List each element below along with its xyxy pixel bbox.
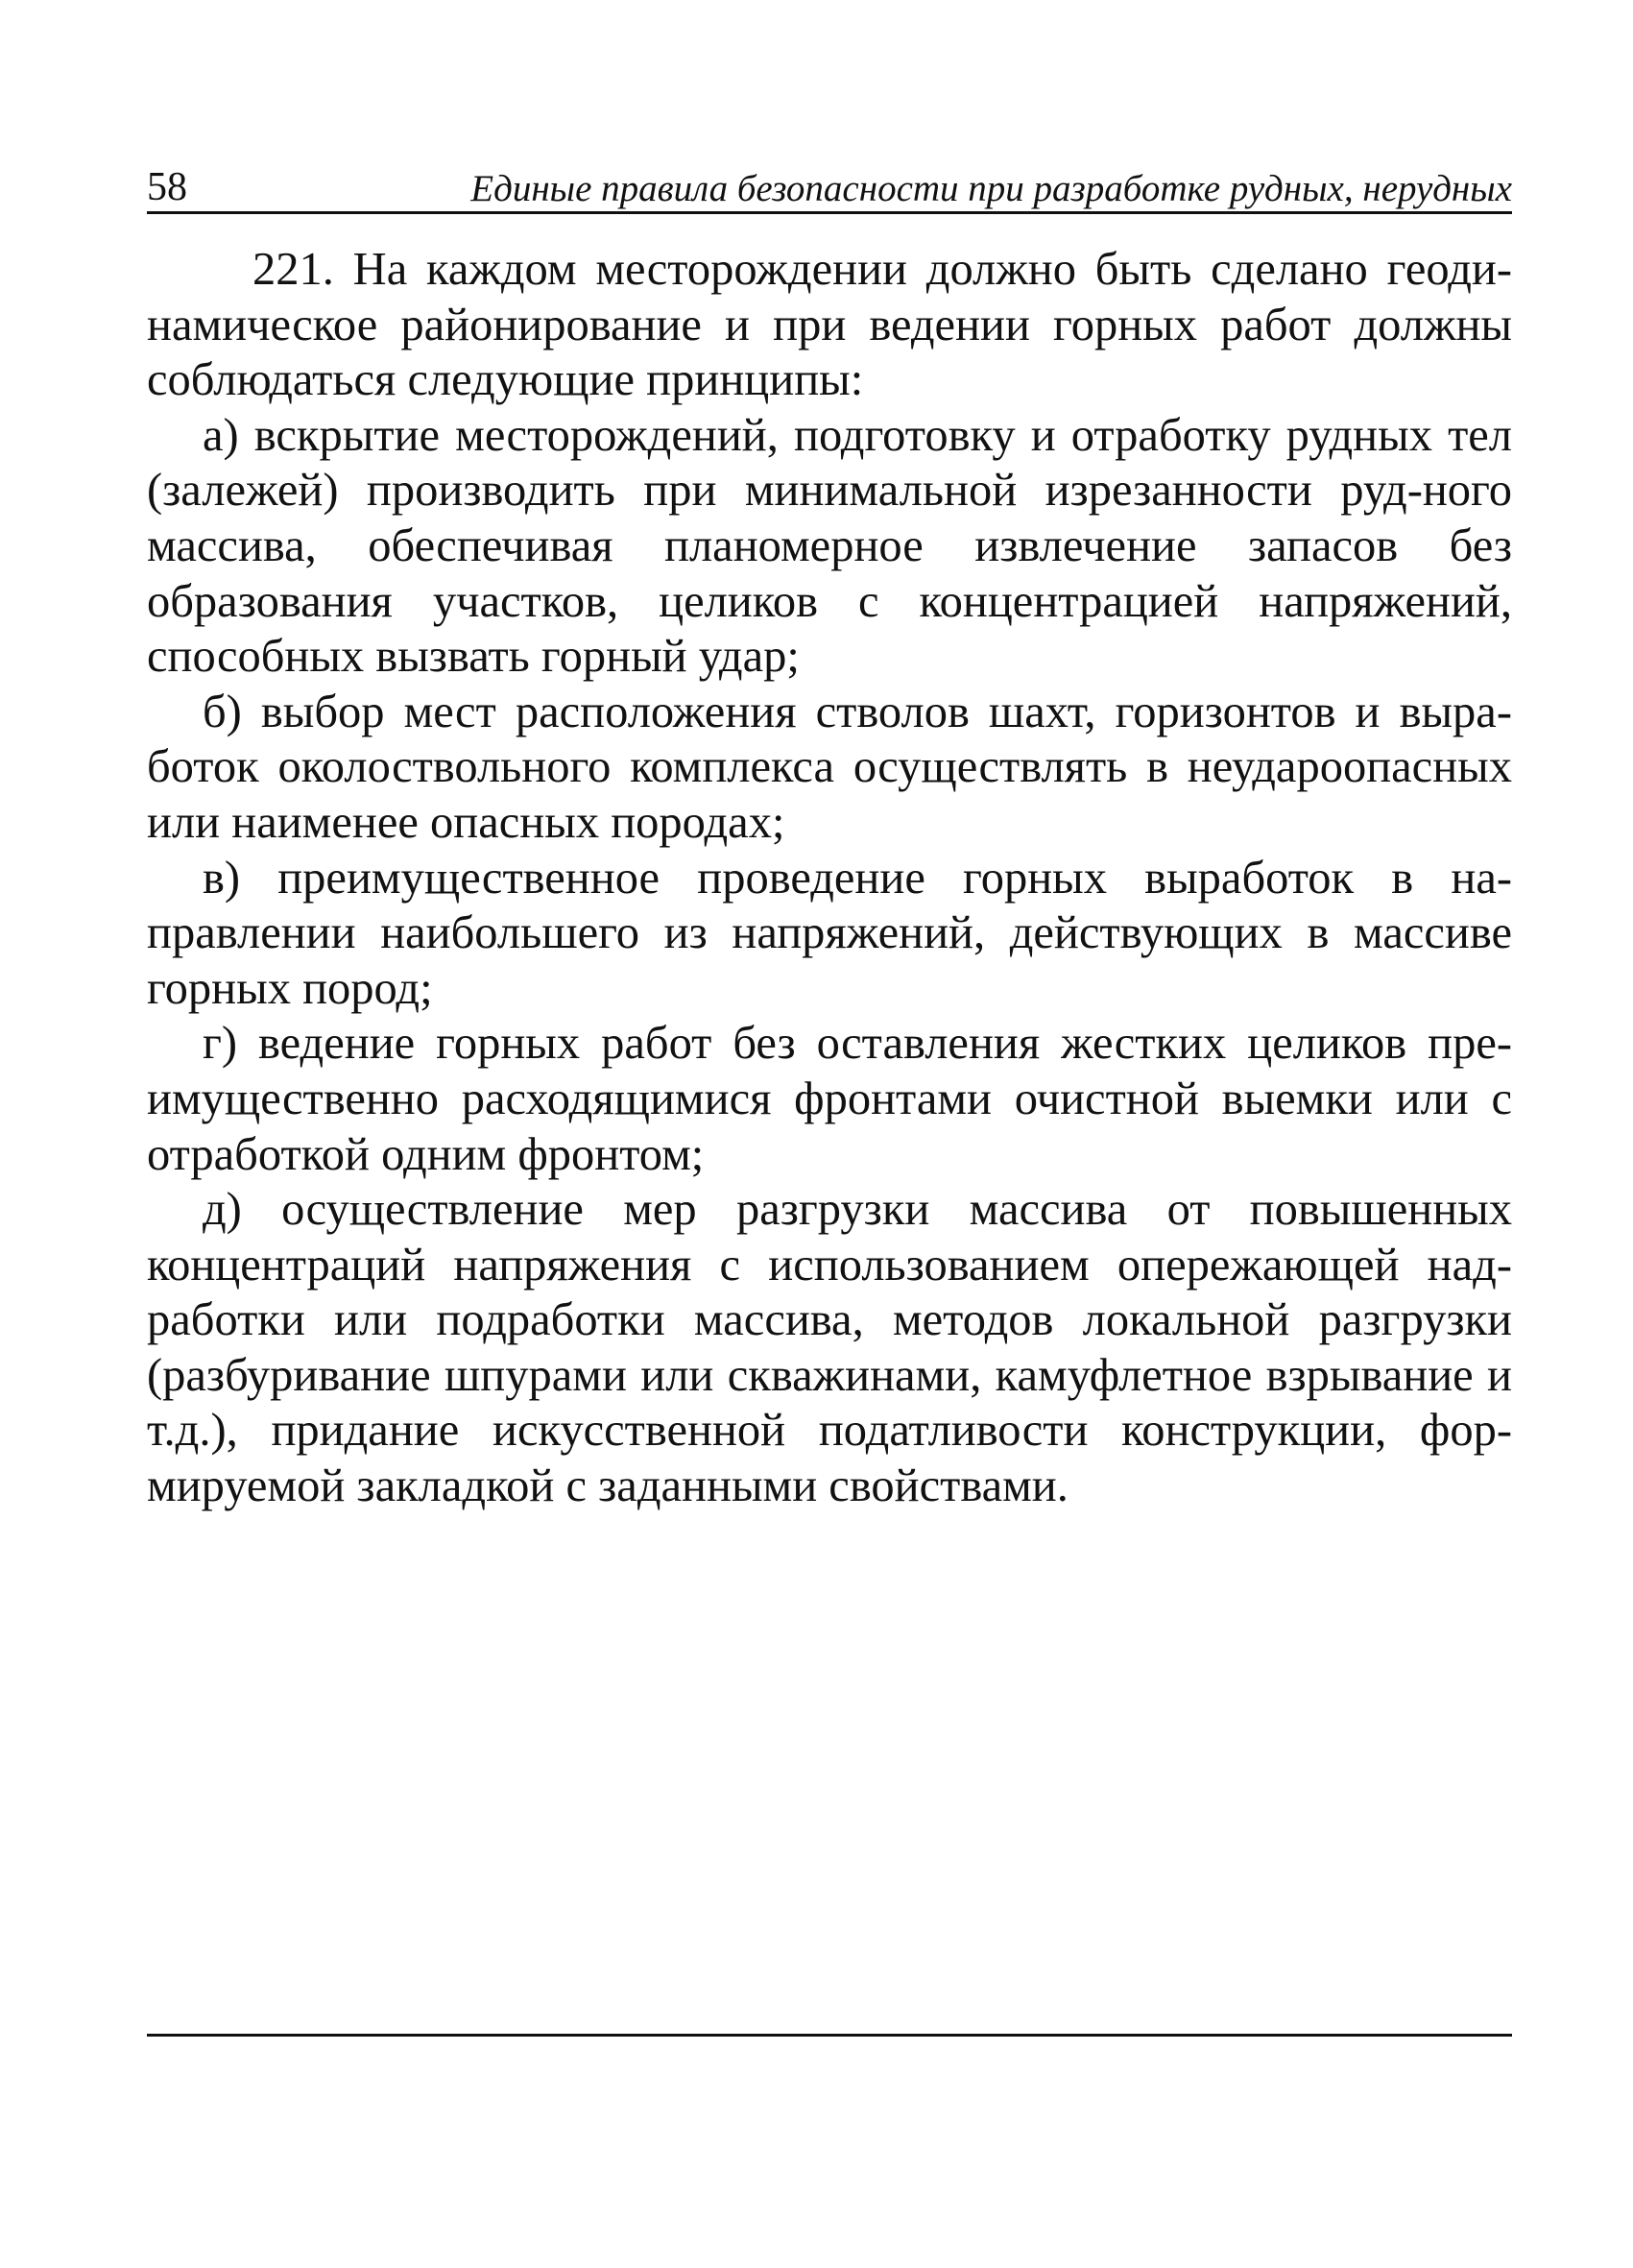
running-title: Единые правила безопасности при разработке рудных, нерудных: [470, 168, 1512, 209]
footer-divider: [147, 2034, 1512, 2037]
paragraph-item-v: в) преимущественное проведение горных выработок в на-правлении наибольшего из напряжений, действующих в массиве горных пород;: [147, 852, 1512, 1014]
paragraph-item-b: б) выбор мест расположения стволов шахт, горизонтов и выра-боток околоствольного комплекса осуществлять в неудароопасных или наименее опасных породах;: [147, 686, 1512, 848]
paragraph-item-g: г) ведение горных работ без оставления жестких целиков пре-имущественно расходящимися фронтами очистной выемки или с отработкой одним фронтом;: [147, 1018, 1512, 1180]
page-number: 58: [147, 165, 187, 209]
paragraph-item-a: а) вскрытие месторождений, подготовку и отработку рудных тел (залежей) производить при минимальной изрезанности руд-ного массива, обеспечивая планомерное извлечение запасов без образования участков, целиков с концентрацией напряжений, способных вызвать горный удар;: [147, 409, 1512, 683]
paragraph-item-d: д) осуществление мер разгрузки массива от повышенных концентраций напряжения с использованием опережающей над-работки или подработки массива, методов локальной разгрузки (разбуривание шпурами или скважинами, камуфлетное взрывание и т.д.), придание искусственной податливости конструкции, фор-мируемой закладкой с заданными свойствами.: [147, 1184, 1512, 1512]
running-header: [147, 161, 1512, 214]
body-text: [147, 242, 1512, 1514]
paragraph-221: 221. На каждом месторождении должно быть сделано геоди-намическое районирование и при ведении горных работ должны соблюдаться следующие принципы:: [147, 244, 1512, 406]
